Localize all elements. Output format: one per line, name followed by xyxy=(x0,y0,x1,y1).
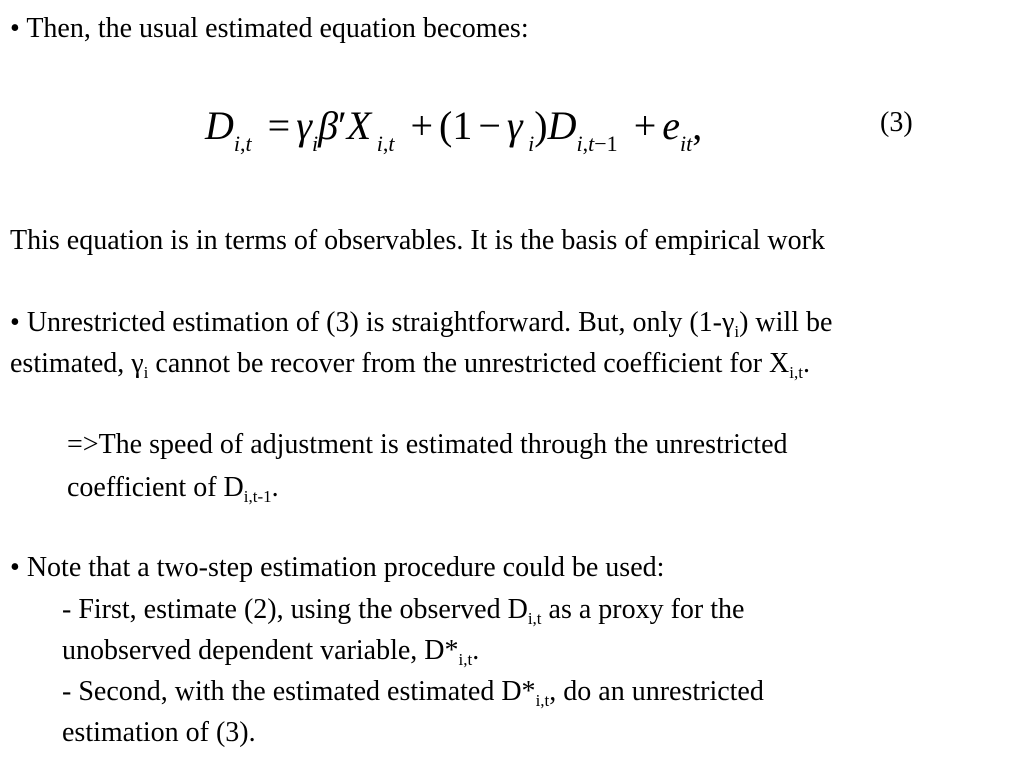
subscript: i,t xyxy=(535,691,550,710)
equation-3: $D_{i,t} = \gamma_i\beta'X$ $_{i,t}$ + (1 − γ $_i)D_{i,t-1} + e_{it}$, xyxy=(205,103,703,156)
text-run: Unrestricted estimation of (3) is straightforward. But, only (1-γ xyxy=(26,307,735,338)
text-run: , do an unrestricted xyxy=(549,676,764,707)
text-run: estimated, γ xyxy=(10,348,144,379)
subscript: i,t xyxy=(789,363,803,382)
text-run: - First, estimate (2), using the observed D xyxy=(62,594,528,625)
unrestricted-line-2 xyxy=(10,347,810,381)
first-step-line-1 xyxy=(62,593,744,627)
text-run: cannot be recover from the unrestricted coefficient for X xyxy=(148,348,790,379)
speed-line-1: =>The speed of adjustment is estimated through the unrestricted xyxy=(67,429,788,460)
text-run: . xyxy=(271,472,279,503)
second-step-line-2: estimation of (3). xyxy=(62,717,256,748)
second-step-line-1 xyxy=(62,675,764,709)
text-run: as a proxy for the xyxy=(541,594,745,625)
equation-number: (3) xyxy=(880,107,913,138)
speed-line-2 xyxy=(67,471,279,505)
bullet: • xyxy=(10,552,20,583)
intro-text: Then, the usual estimated equation becomes: xyxy=(26,13,529,44)
text-run: . xyxy=(472,635,480,666)
text-run: coefficient of D xyxy=(67,472,244,503)
bullet: • xyxy=(10,307,20,338)
text-run: Note that a two-step estimation procedure could be used: xyxy=(26,552,665,583)
subscript: i,t-1 xyxy=(243,487,272,506)
subscript: i,t xyxy=(527,609,542,628)
text-run: unobserved dependent variable, D* xyxy=(62,635,459,666)
subscript: i xyxy=(143,363,149,382)
first-step-line-2 xyxy=(62,634,479,668)
bullet: • xyxy=(10,13,20,44)
text-run: . xyxy=(802,348,810,379)
text-run: ) will be xyxy=(739,307,833,338)
unrestricted-line-1 xyxy=(10,306,832,340)
subscript: i,t xyxy=(458,650,473,669)
intro-line xyxy=(10,12,529,46)
two-step-heading xyxy=(10,551,664,585)
observables-line: This equation is in terms of observables. It is the basis of empirical work xyxy=(10,225,825,256)
text-run: - Second, with the estimated estimated D* xyxy=(62,676,536,707)
subscript: i xyxy=(734,322,740,341)
